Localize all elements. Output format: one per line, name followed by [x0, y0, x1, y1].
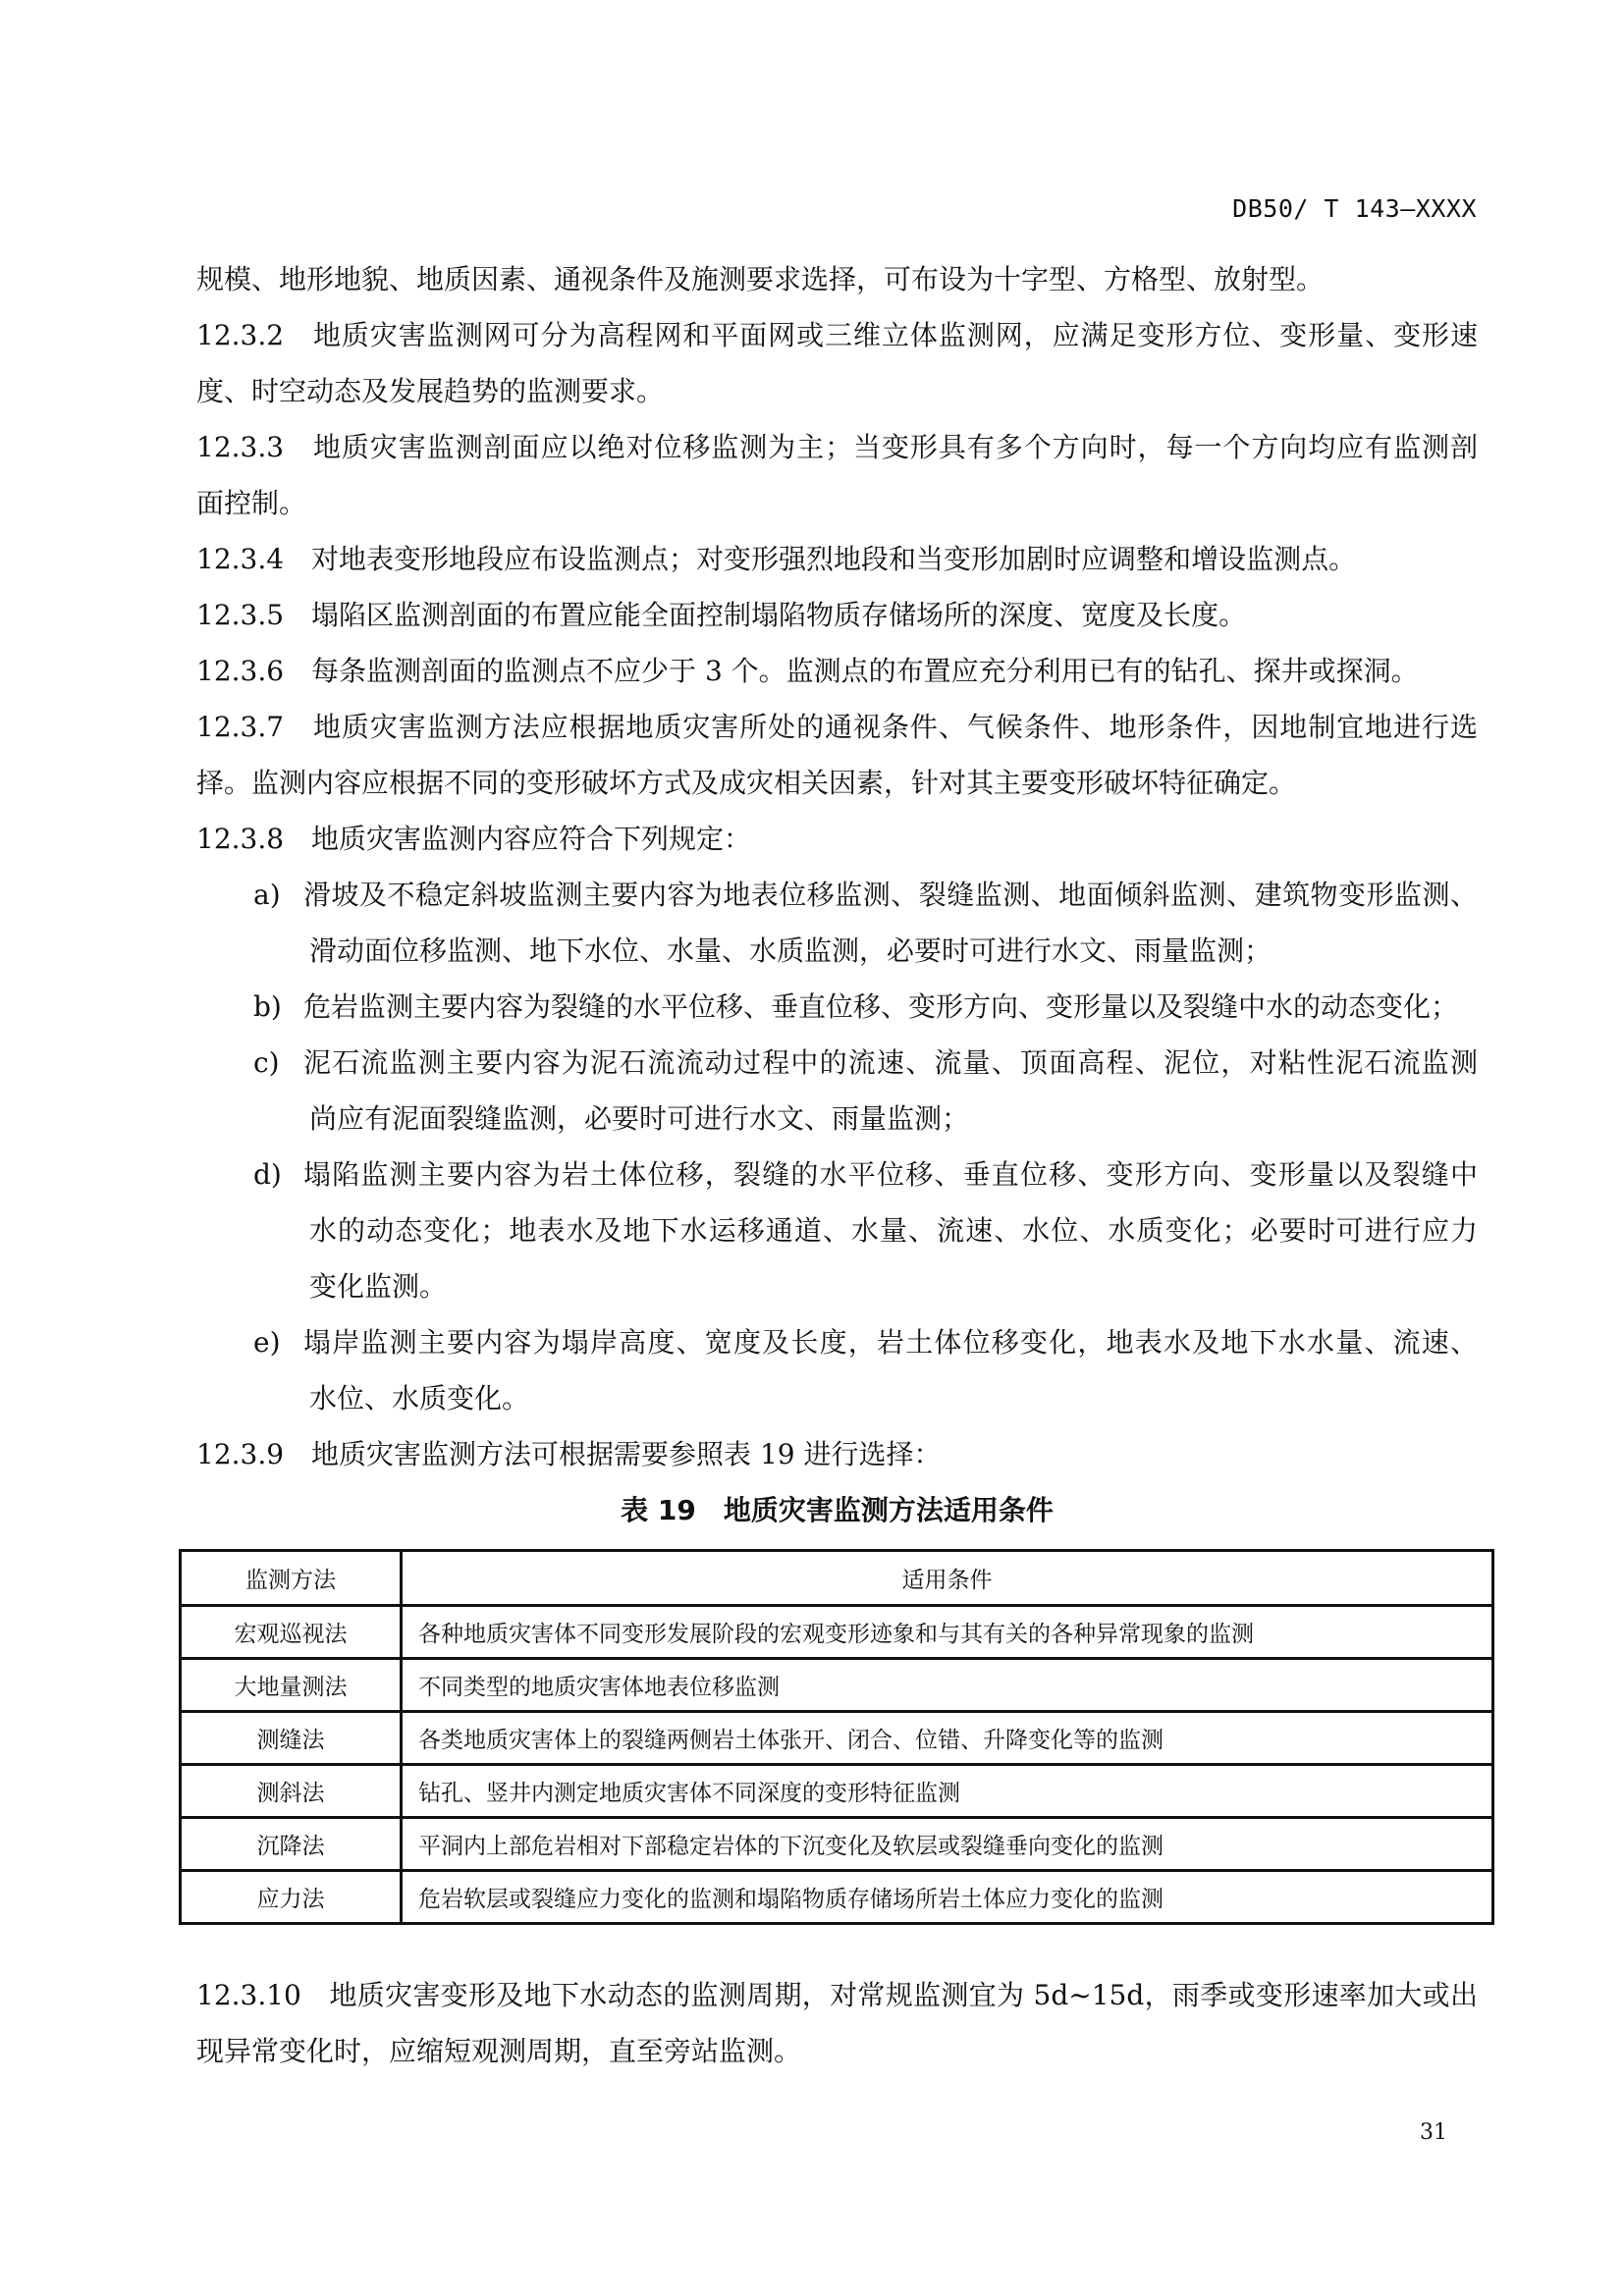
line-text: 12.3.3 地质灾害监测剖面应以绝对位移监测为主；当变形具有多个方向时，每一个方向均应有监测剖	[196, 431, 1478, 463]
text-line	[196, 307, 1478, 363]
text-line	[196, 811, 1478, 867]
text-line	[196, 1035, 1478, 1091]
table-row	[181, 1712, 1493, 1765]
text-line	[196, 531, 1478, 587]
text-line	[196, 475, 1478, 531]
method-cell: 测斜法	[181, 1765, 402, 1818]
line-text: 择。监测内容应根据不同的变形破坏方式及成灾相关因素，针对其主要变形破坏特征确定。	[196, 767, 1297, 799]
table-row	[181, 1606, 1493, 1659]
text-line	[196, 979, 1478, 1035]
table-row	[181, 1818, 1493, 1871]
line-text: 变化监测。	[309, 1270, 448, 1303]
condition-cell: 各类地质灾害体上的裂缝两侧岩土体张开、闭合、位错、升降变化等的监测	[402, 1712, 1493, 1765]
text-line	[196, 1426, 1478, 1482]
line-text: 危岩监测主要内容为裂缝的水平位移、垂直位移、变形方向、变形量以及裂缝中水的动态变化；	[303, 990, 1459, 1023]
text-line	[196, 1258, 1478, 1314]
text-line	[196, 1091, 1478, 1147]
document-code-header: DB50/ T 143—XXXX	[1232, 194, 1477, 223]
list-label: b)	[253, 990, 282, 1023]
line-text: 12.3.6 每条监测剖面的监测点不应少于 3 个。监测点的布置应充分利用已有的钻孔、探井或探洞。	[196, 655, 1419, 687]
column-header-conditions: 适用条件	[402, 1551, 1493, 1606]
table-title: 表 19 地质灾害监测方法适用条件	[621, 1494, 1054, 1526]
line-text: 12.3.5 塌陷区监测剖面的布置应能全面控制塌陷物质存储场所的深度、宽度及长度。	[196, 599, 1247, 631]
text-line	[196, 363, 1478, 419]
table-row	[181, 1765, 1493, 1818]
line-text: 规模、地形地貌、地质因素、通视条件及施测要求选择，可布设为十字型、方格型、放射型。	[196, 263, 1325, 295]
column-header-method: 监测方法	[181, 1551, 402, 1606]
text-line	[196, 1370, 1478, 1426]
line-text: 12.3.7 地质灾害监测方法应根据地质灾害所处的通视条件、气候条件、地形条件，因地制宜地进行选	[196, 711, 1478, 743]
method-cell: 宏观巡视法	[181, 1606, 402, 1659]
table-row	[181, 1871, 1493, 1924]
line-text: 12.3.9 地质灾害监测方法可根据需要参照表 19 进行选择：	[196, 1438, 942, 1470]
line-text: 12.3.4 对地表变形地段应布设监测点；对变形强烈地段和当变形加剧时应调整和增设监测点。	[196, 543, 1357, 575]
condition-cell: 各种地质灾害体不同变形发展阶段的宏观变形迹象和与其有关的各种异常现象的监测	[402, 1606, 1493, 1659]
line-text: 12.3.10 地质灾害变形及地下水动态的监测周期，对常规监测宜为 5d~15d，雨季或变形速率加大或出	[196, 1979, 1478, 2011]
line-text: 水位、水质变化。	[309, 1382, 530, 1415]
condition-cell: 平洞内上部危岩相对下部稳定岩体的下沉变化及软层或裂缝垂向变化的监测	[402, 1818, 1493, 1871]
text-line	[196, 1314, 1478, 1370]
text-line	[196, 1202, 1478, 1258]
line-text: 度、时空动态及发展趋势的监测要求。	[196, 375, 665, 407]
text-line	[196, 587, 1478, 643]
text-line	[196, 867, 1478, 923]
text-line	[196, 643, 1478, 699]
condition-cell: 危岩软层或裂缝应力变化的监测和塌陷物质存储场所岩土体应力变化的监测	[402, 1871, 1493, 1924]
line-text: 尚应有泥面裂缝监测，必要时可进行水文、雨量监测；	[309, 1102, 970, 1135]
text-line	[196, 2023, 1478, 2079]
list-label: e)	[253, 1326, 281, 1359]
text-line	[196, 923, 1478, 979]
closing-text	[196, 1967, 1478, 2079]
line-text: 泥石流监测主要内容为泥石流流动过程中的流速、流量、顶面高程、泥位，对粘性泥石流监测	[303, 1046, 1478, 1079]
line-text: 塌岸监测主要内容为塌岸高度、宽度及长度，岩土体位移变化，地表水及地下水水量、流速、	[303, 1326, 1478, 1359]
line-text: 滑动面位移监测、地下水位、水量、水质监测，必要时可进行水文、雨量监测；	[309, 934, 1272, 967]
line-text: 滑坡及不稳定斜坡监测主要内容为地表位移监测、裂缝监测、地面倾斜监测、建筑物变形监测、	[303, 879, 1478, 911]
text-line	[196, 1967, 1478, 2023]
table-header-row	[181, 1551, 1493, 1606]
text-line	[196, 251, 1478, 307]
text-line	[196, 755, 1478, 811]
condition-cell: 不同类型的地质灾害体地表位移监测	[402, 1659, 1493, 1712]
line-text: 面控制。	[196, 487, 307, 519]
line-text: 12.3.2 地质灾害监测网可分为高程网和平面网或三维立体监测网，应满足变形方位、变形量、变形速	[196, 319, 1478, 351]
table-row	[181, 1659, 1493, 1712]
line-text: 现异常变化时，应缩短观测周期，直至旁站监测。	[196, 2035, 802, 2067]
method-cell: 大地量测法	[181, 1659, 402, 1712]
condition-cell: 钻孔、竖井内测定地质灾害体不同深度的变形特征监测	[402, 1765, 1493, 1818]
text-line	[196, 699, 1478, 755]
list-label: a)	[253, 879, 281, 911]
body-text	[196, 251, 1478, 1538]
monitoring-methods-table	[179, 1549, 1494, 1925]
method-cell: 应力法	[181, 1871, 402, 1924]
list-label: d)	[253, 1158, 282, 1191]
method-cell: 沉降法	[181, 1818, 402, 1871]
page-number: 31	[1420, 2120, 1447, 2145]
method-cell: 测缝法	[181, 1712, 402, 1765]
text-line	[196, 419, 1478, 475]
list-label: c)	[253, 1046, 280, 1079]
line-text: 水的动态变化；地表水及地下水运移通道、水量、流速、水位、水质变化；必要时可进行应力	[309, 1214, 1478, 1247]
line-text: 塌陷监测主要内容为岩土体位移，裂缝的水平位移、垂直位移、变形方向、变形量以及裂缝中	[303, 1158, 1478, 1191]
text-line	[196, 1147, 1478, 1202]
line-text: 12.3.8 地质灾害监测内容应符合下列规定：	[196, 823, 752, 855]
